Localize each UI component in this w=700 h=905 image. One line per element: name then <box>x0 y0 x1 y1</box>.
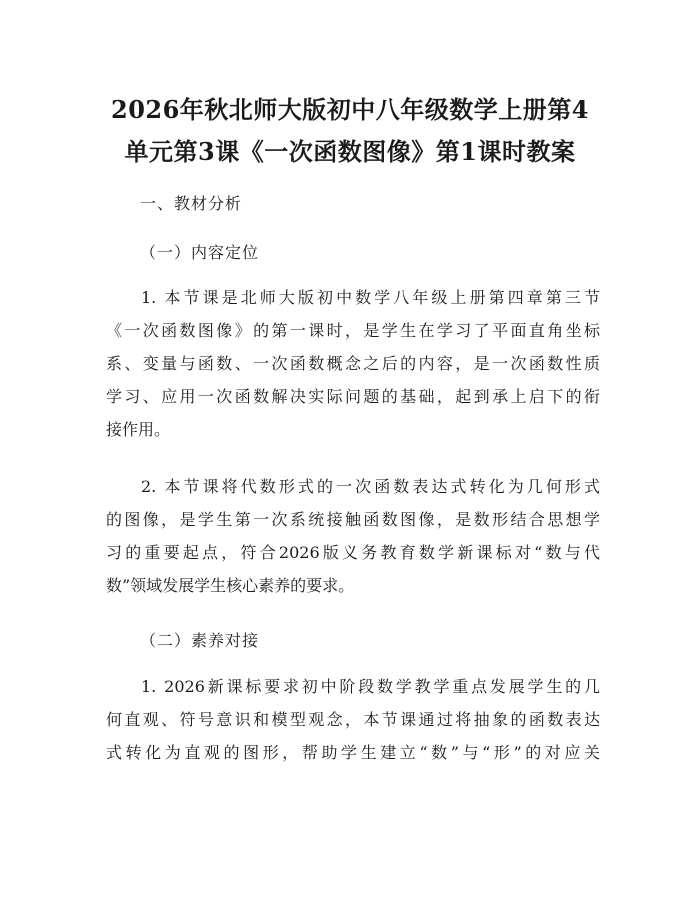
paragraph-line: 习的重要起点，符合2026版义务教育数学新课标对“数与代 <box>106 543 600 562</box>
paragraph-line: 式转化为直观的图形，帮助学生建立“数”与“形”的对应关 <box>106 743 600 762</box>
document-title-line-1: 2026年秋北师大版初中八年级数学上册第4 <box>111 95 589 124</box>
document-title-line-2: 单元第3课《一次函数图像》第1课时教案 <box>124 137 576 166</box>
paragraph-line: 何直观、符号意识和模型观念，本节课通过将抽象的函数表达 <box>106 710 600 729</box>
paragraph <box>106 670 600 769</box>
paragraph-line: 1. 2026新课标要求初中阶段数学教学重点发展学生的几 <box>141 677 600 696</box>
paragraph-line: 接作用。 <box>106 420 171 439</box>
paragraph-line: 数”领域发展学生核心素养的要求。 <box>106 576 355 595</box>
paragraph <box>106 470 600 602</box>
paragraph-line: 系、变量与函数、一次函数概念之后的内容，是一次函数性质 <box>106 354 600 373</box>
subsection-heading: （一）内容定位 <box>140 243 260 262</box>
paragraph-line: 的图像，是学生第一次系统接触函数图像，是数形结合思想学 <box>106 510 600 529</box>
subsection-heading: （二）素养对接 <box>140 631 260 650</box>
paragraph-line: 《一次函数图像》的第一课时，是学生在学习了平面直角坐标 <box>106 321 600 340</box>
paragraph <box>106 281 600 446</box>
paragraph-line: 1. 本节课是北师大版初中数学八年级上册第四章第三节 <box>141 288 600 307</box>
section-heading: 一、教材分析 <box>140 194 243 213</box>
paragraph-line: 学习、应用一次函数解决实际问题的基础，起到承上启下的衔 <box>106 387 600 406</box>
paragraph-line: 2. 本节课将代数形式的一次函数表达式转化为几何形式 <box>141 477 600 496</box>
